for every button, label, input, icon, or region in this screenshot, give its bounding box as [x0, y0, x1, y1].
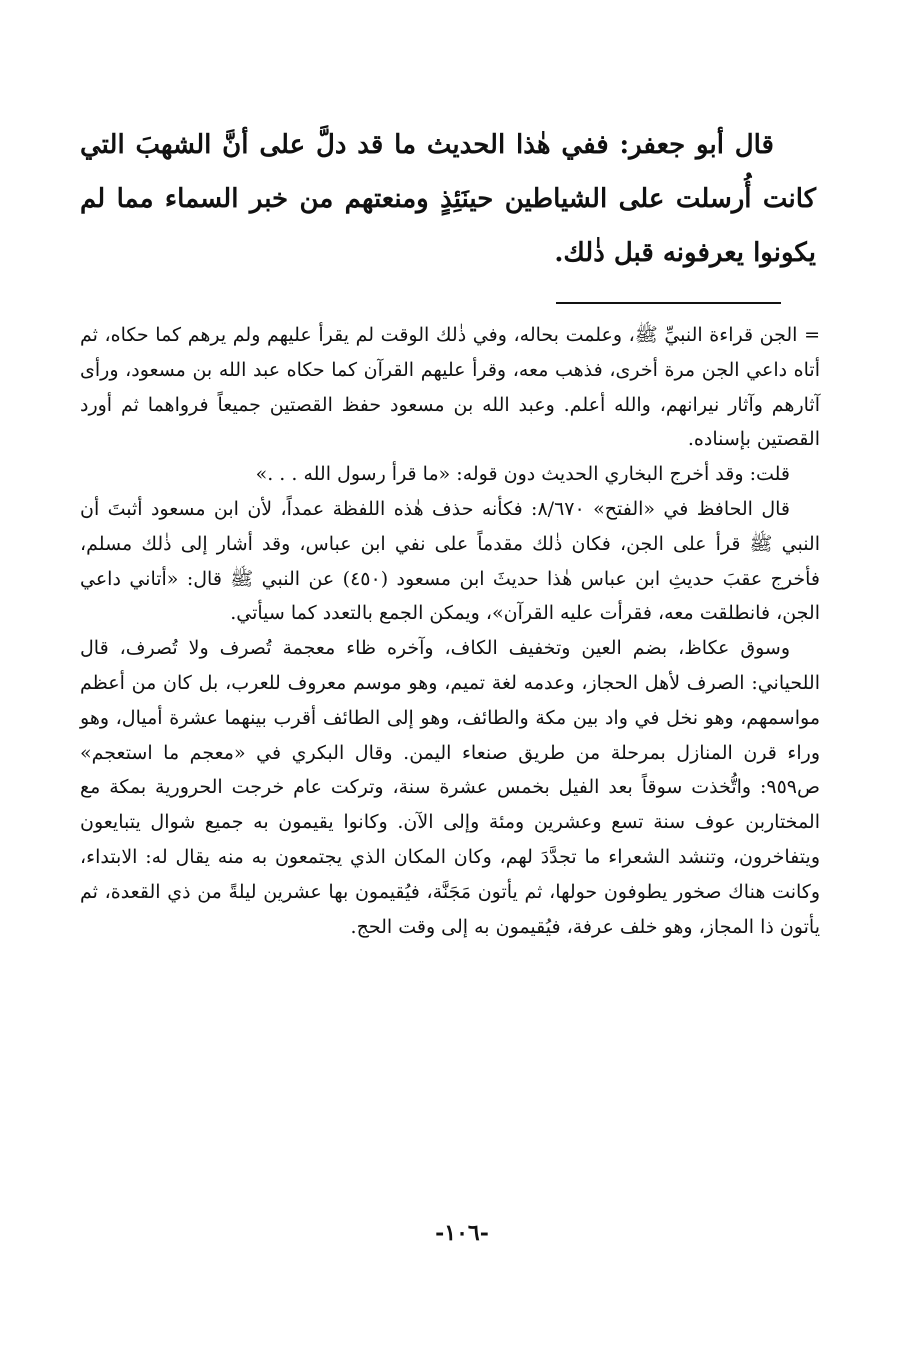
footnote-continuation: = الجن قراءة النبيِّ ﷺ، وعلمت بحاله، وفي ذٰلك الوقت لم يقرأ عليهم ولم يرهم كما حكاه، ثم أتاه داعي الجن مرة أخرى، فذهب معه، وقرأ عليهم القرآن كما حكاه عبد الله بن مسعود، ورأى آثارهم وآثار نيرانهم، والله أعلم. وعبد الله بن مسعود حفظ القصتين جميعاً فرواهما ثم أورد القصتين بإسناده. — [80, 324, 820, 451]
page-number: -١٠٦- — [435, 1220, 489, 1246]
footnote-paragraph: قلت: وقد أخرج البخاري الحديث دون قوله: «ما قرأ رسول الله . . .» — [255, 463, 790, 486]
footnote-paragraph: وسوق عكاظ، بضم العين وتخفيف الكاف، وآخره ظاء معجمة تُصرف ولا تُصرف، قال اللحياني: الصرف لأهل الحجاز، وعدمه لغة تميم، وهو موسم معروف للعرب، بل كان من أعظم مواسمهم، وهو نخل في واد بين مكة والطائف، وهو إلى الطائف أقرب بينهما عشرة أميال، وهو وراء قرن المنازل بمرحلة من طريق صنعاء اليمن. وقال البكري في «معجم ما استعجم» ص٩٥٩: واتُّخذت سوقاً بعد الفيل بخمس عشرة سنة، وتركت عام خرجت الحرورية بمكة مع المختاربن عوف سنة تسع وعشرين ومئة وإلى الآن. وكانوا يقيمون به جميع شوال يتبايعون ويتفاخرون، وتنشد الشعراء ما تجدَّدَ لهم، وكان المكان الذي يجتمعون به منه يقال له: الابتداء، وكانت هناك صخور يطوفون حولها، ثم يأتون مَجَنَّة، فيُقيمون بها عشرين ليلةً من ذي القعدة، ثم يأتون ذا المجاز، وهو خلف عرفة، فيُقيمون به إلى وقت الحج. — [80, 637, 820, 938]
footnote-paragraph: قال الحافظ في «الفتح» ٨/٦٧٠: فكأنه حذف هٰذه اللفظة عمداً، لأن ابن مسعود أثبتَ أن النبي ﷺ قرأ على الجن، فكان ذٰلك مقدماً على نفي ابن عباس، وقد أشار إلى ذٰلك مسلم، فأخرج عقبَ حديثِ ابن عباس هٰذا حديثَ ابن مسعود (٤٥٠) عن النبي ﷺ قال: «أتاني داعي الجن، فانطلقت معه، فقرأت عليه القرآن»، ويمكن الجمع بالتعدد كما سيأتي. — [80, 497, 820, 625]
main-paragraph: قال أبو جعفر: ففي هٰذا الحديث ما قد دلَّ على أنَّ الشهبَ التي كانت أُرسلت على الشياطين حينَئِذٍ ومنعتهم من خبر السماء مما لم يكونوا يعرفونه قبل ذٰلك. — [80, 130, 816, 268]
footnote-separator — [556, 302, 781, 304]
main-text — [80, 118, 816, 280]
footnotes — [80, 318, 820, 944]
